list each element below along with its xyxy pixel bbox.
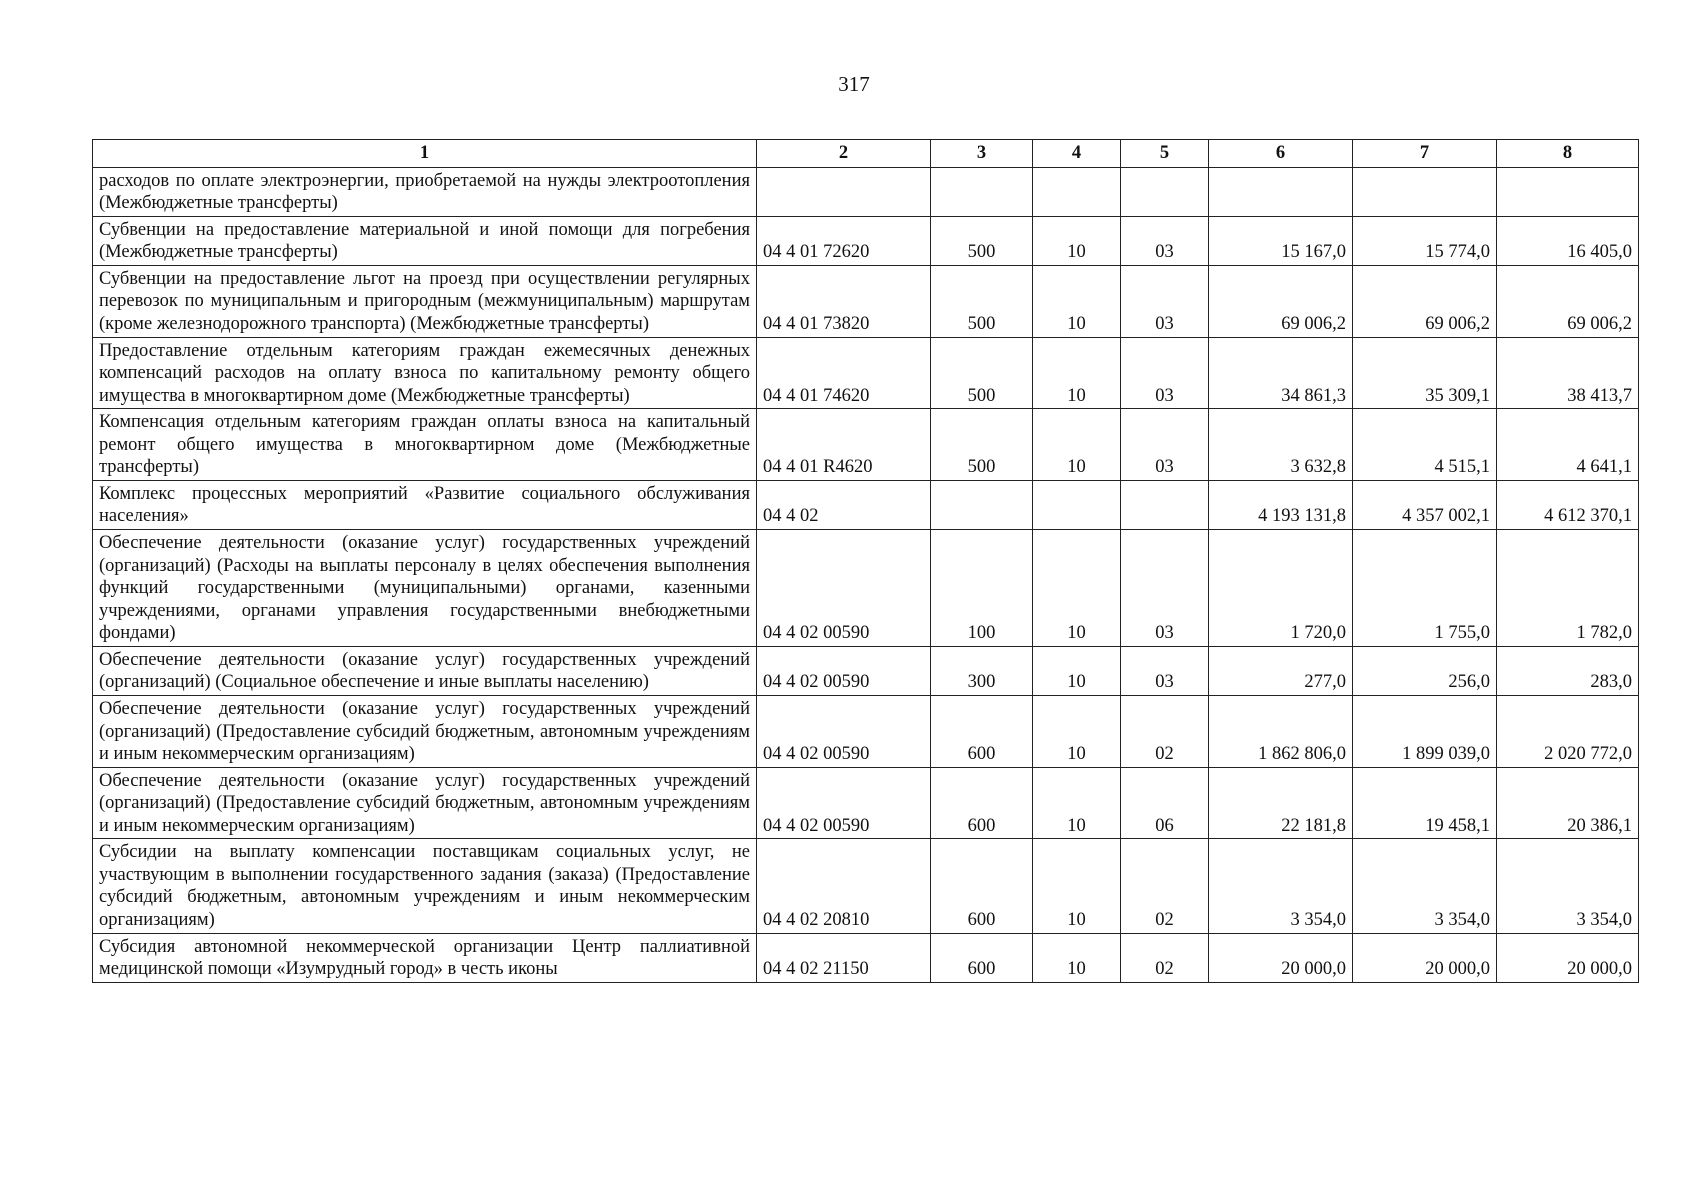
amount-year1-cell: 34 861,3 — [1209, 337, 1353, 409]
amount-year2-cell: 1 755,0 — [1353, 530, 1497, 647]
amount-year3-cell: 2 020 772,0 — [1497, 695, 1639, 767]
target-code-cell — [757, 167, 931, 216]
target-code-cell: 04 4 01 74620 — [757, 337, 931, 409]
expense-name-cell: Субвенции на предоставление материальной и иной помощи для погребения (Межбюджетные трансферты) — [93, 216, 757, 265]
expense-type-cell: 600 — [931, 933, 1033, 982]
header-col-1: 1 — [93, 140, 757, 168]
expense-name-cell: Компенсация отдельным категориям граждан оплаты взноса на капитальный ремонт общего имущества в многоквартирном доме (Межбюджетные трансферты) — [93, 409, 757, 481]
amount-year2-cell: 256,0 — [1353, 646, 1497, 695]
expense-name-cell: Комплекс процессных мероприятий «Развитие социального обслуживания населения» — [93, 480, 757, 529]
header-col-7: 7 — [1353, 140, 1497, 168]
expense-type-cell: 500 — [931, 409, 1033, 481]
expense-name-cell: Обеспечение деятельности (оказание услуг) государственных учреждений (организаций) (Расходы на выплаты персоналу в целях обеспечения выполнения функций государственными (муниципальными) органами, казенными учреждениями, органами управления государственными внебюджетными фондами) — [93, 530, 757, 647]
amount-year2-cell: 3 354,0 — [1353, 839, 1497, 933]
subsection-cell: 03 — [1121, 530, 1209, 647]
budget-table — [92, 139, 1639, 983]
subsection-cell: 02 — [1121, 933, 1209, 982]
table-row — [93, 646, 1639, 695]
amount-year3-cell: 4 612 370,1 — [1497, 480, 1639, 529]
expense-type-cell — [931, 480, 1033, 529]
subsection-cell: 03 — [1121, 409, 1209, 481]
subsection-cell: 03 — [1121, 646, 1209, 695]
amount-year2-cell: 4 357 002,1 — [1353, 480, 1497, 529]
header-col-8: 8 — [1497, 140, 1639, 168]
amount-year2-cell: 15 774,0 — [1353, 216, 1497, 265]
amount-year3-cell: 283,0 — [1497, 646, 1639, 695]
target-code-cell: 04 4 02 00590 — [757, 646, 931, 695]
target-code-cell: 04 4 02 00590 — [757, 767, 931, 839]
section-cell: 10 — [1033, 216, 1121, 265]
amount-year3-cell: 20 000,0 — [1497, 933, 1639, 982]
expense-type-cell: 100 — [931, 530, 1033, 647]
expense-name-cell: Субвенции на предоставление льгот на проезд при осуществлении регулярных перевозок по муниципальным и пригородным (межмуниципальным) маршрутам (кроме железнодорожного транспорта) (Межбюджетные трансферты) — [93, 265, 757, 337]
table-row — [93, 695, 1639, 767]
amount-year3-cell: 38 413,7 — [1497, 337, 1639, 409]
section-cell — [1033, 480, 1121, 529]
expense-name-cell: Обеспечение деятельности (оказание услуг) государственных учреждений (организаций) (Предоставление субсидий бюджетным, автономным учреждениям и иным некоммерческим организациям) — [93, 767, 757, 839]
header-col-5: 5 — [1121, 140, 1209, 168]
header-col-2: 2 — [757, 140, 931, 168]
subsection-cell: 03 — [1121, 265, 1209, 337]
section-cell: 10 — [1033, 839, 1121, 933]
header-col-4: 4 — [1033, 140, 1121, 168]
table-row — [93, 167, 1639, 216]
amount-year3-cell: 1 782,0 — [1497, 530, 1639, 647]
target-code-cell: 04 4 02 00590 — [757, 530, 931, 647]
target-code-cell: 04 4 02 20810 — [757, 839, 931, 933]
amount-year2-cell — [1353, 167, 1497, 216]
expense-type-cell: 500 — [931, 337, 1033, 409]
expense-type-cell: 300 — [931, 646, 1033, 695]
expense-type-cell: 600 — [931, 695, 1033, 767]
amount-year2-cell: 35 309,1 — [1353, 337, 1497, 409]
header-col-6: 6 — [1209, 140, 1353, 168]
table-row — [93, 530, 1639, 647]
expense-type-cell: 500 — [931, 265, 1033, 337]
table-row — [93, 933, 1639, 982]
section-cell — [1033, 167, 1121, 216]
expense-name-cell: Обеспечение деятельности (оказание услуг) государственных учреждений (организаций) (Социальное обеспечение и иные выплаты населению) — [93, 646, 757, 695]
amount-year2-cell: 1 899 039,0 — [1353, 695, 1497, 767]
target-code-cell: 04 4 02 — [757, 480, 931, 529]
subsection-cell: 02 — [1121, 695, 1209, 767]
amount-year1-cell — [1209, 167, 1353, 216]
table-row — [93, 839, 1639, 933]
amount-year3-cell: 3 354,0 — [1497, 839, 1639, 933]
section-cell: 10 — [1033, 646, 1121, 695]
amount-year1-cell: 69 006,2 — [1209, 265, 1353, 337]
amount-year1-cell: 1 720,0 — [1209, 530, 1353, 647]
amount-year2-cell: 19 458,1 — [1353, 767, 1497, 839]
target-code-cell: 04 4 01 R4620 — [757, 409, 931, 481]
subsection-cell — [1121, 480, 1209, 529]
table-row — [93, 216, 1639, 265]
target-code-cell: 04 4 02 21150 — [757, 933, 931, 982]
section-cell: 10 — [1033, 767, 1121, 839]
amount-year1-cell: 3 632,8 — [1209, 409, 1353, 481]
table-row — [93, 767, 1639, 839]
amount-year3-cell — [1497, 167, 1639, 216]
amount-year2-cell: 20 000,0 — [1353, 933, 1497, 982]
table-row — [93, 337, 1639, 409]
amount-year3-cell: 69 006,2 — [1497, 265, 1639, 337]
amount-year1-cell: 4 193 131,8 — [1209, 480, 1353, 529]
amount-year1-cell: 15 167,0 — [1209, 216, 1353, 265]
table-row — [93, 265, 1639, 337]
expense-type-cell: 600 — [931, 767, 1033, 839]
section-cell: 10 — [1033, 265, 1121, 337]
amount-year2-cell: 4 515,1 — [1353, 409, 1497, 481]
subsection-cell — [1121, 167, 1209, 216]
expense-name-cell: расходов по оплате электроэнергии, приобретаемой на нужды электроотопления (Межбюджетные трансферты) — [93, 167, 757, 216]
amount-year1-cell: 277,0 — [1209, 646, 1353, 695]
table-row — [93, 480, 1639, 529]
subsection-cell: 02 — [1121, 839, 1209, 933]
expense-name-cell: Предоставление отдельным категориям граждан ежемесячных денежных компенсаций расходов на оплату взноса по капитальному ремонту общего имущества в многоквартирном доме (Межбюджетные трансферты) — [93, 337, 757, 409]
section-cell: 10 — [1033, 695, 1121, 767]
subsection-cell: 03 — [1121, 216, 1209, 265]
target-code-cell: 04 4 01 73820 — [757, 265, 931, 337]
page-number: 317 — [838, 72, 870, 96]
header-col-3: 3 — [931, 140, 1033, 168]
target-code-cell: 04 4 01 72620 — [757, 216, 931, 265]
section-cell: 10 — [1033, 409, 1121, 481]
amount-year1-cell: 3 354,0 — [1209, 839, 1353, 933]
expense-type-cell: 500 — [931, 216, 1033, 265]
section-cell: 10 — [1033, 933, 1121, 982]
subsection-cell: 06 — [1121, 767, 1209, 839]
section-cell: 10 — [1033, 530, 1121, 647]
table-row — [93, 409, 1639, 481]
expense-type-cell: 600 — [931, 839, 1033, 933]
amount-year2-cell: 69 006,2 — [1353, 265, 1497, 337]
amount-year1-cell: 20 000,0 — [1209, 933, 1353, 982]
amount-year1-cell: 1 862 806,0 — [1209, 695, 1353, 767]
amount-year3-cell: 16 405,0 — [1497, 216, 1639, 265]
expense-name-cell: Субсидия автономной некоммерческой организации Центр паллиативной медицинской помощи «Изумрудный город» в честь иконы — [93, 933, 757, 982]
expense-name-cell: Обеспечение деятельности (оказание услуг) государственных учреждений (организаций) (Предоставление субсидий бюджетным, автономным учреждениям и иным некоммерческим организациям) — [93, 695, 757, 767]
amount-year1-cell: 22 181,8 — [1209, 767, 1353, 839]
expense-type-cell — [931, 167, 1033, 216]
target-code-cell: 04 4 02 00590 — [757, 695, 931, 767]
amount-year3-cell: 4 641,1 — [1497, 409, 1639, 481]
header-row — [93, 140, 1639, 168]
amount-year3-cell: 20 386,1 — [1497, 767, 1639, 839]
subsection-cell: 03 — [1121, 337, 1209, 409]
expense-name-cell: Субсидии на выплату компенсации поставщикам социальных услуг, не участвующим в выполнении государственного задания (заказа) (Предоставление субсидий бюджетным, автономным учреждениям и иным некоммерческим организациям) — [93, 839, 757, 933]
section-cell: 10 — [1033, 337, 1121, 409]
